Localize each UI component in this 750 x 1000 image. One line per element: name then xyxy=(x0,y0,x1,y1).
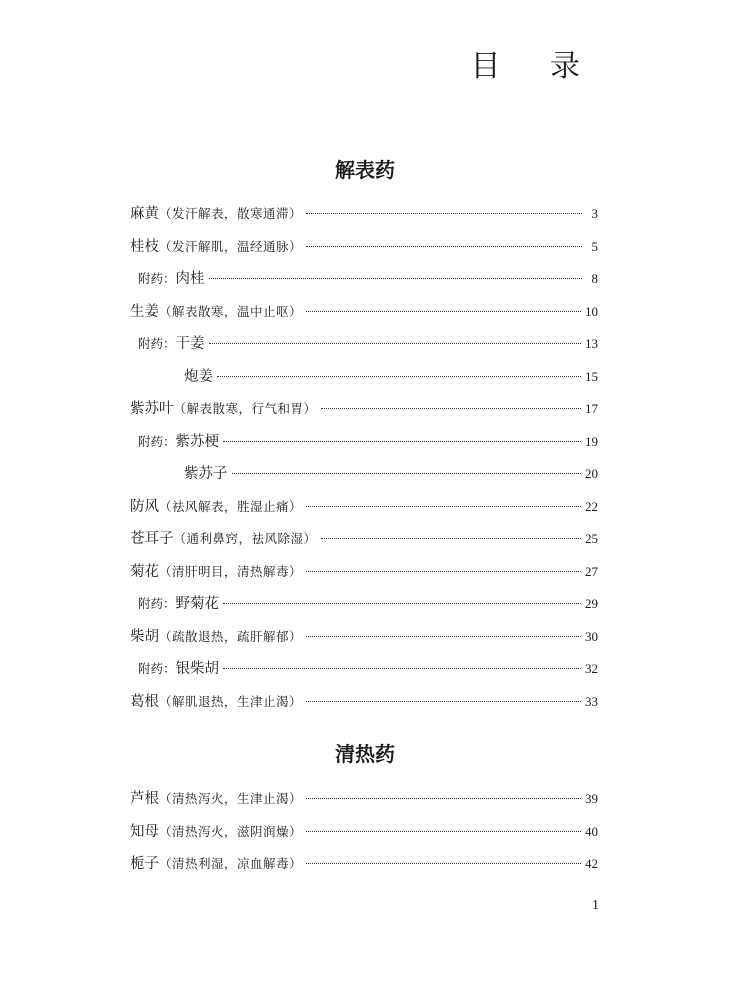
entry-herb: 干姜 xyxy=(175,336,205,352)
toc-entry-appendix[interactable] xyxy=(130,361,598,394)
page-title: 目 录 xyxy=(470,49,600,84)
entry-herb: 葛根 xyxy=(130,693,159,710)
toc-entry[interactable] xyxy=(130,296,598,329)
toc-entry-appendix[interactable] xyxy=(130,328,598,361)
dot-leader xyxy=(306,506,581,507)
dot-leader xyxy=(306,213,582,214)
entry-herb: 桂枝 xyxy=(130,238,159,255)
entry-page: 15 xyxy=(585,368,598,384)
entry-herb: 紫苏子 xyxy=(184,466,228,482)
toc-entry[interactable] xyxy=(130,621,598,654)
toc-entry-appendix[interactable] xyxy=(130,458,598,491)
dot-leader xyxy=(306,798,581,799)
entry-page: 42 xyxy=(585,856,598,871)
dot-leader xyxy=(306,246,582,247)
dot-leader xyxy=(223,441,581,442)
section-heading-jiebiao: 解表药 xyxy=(335,158,395,182)
dot-leader xyxy=(217,376,581,377)
entry-page: 22 xyxy=(585,498,598,514)
entry-prefix: 附药： xyxy=(138,596,176,611)
entry-effect: （发汗解肌，温经通脉） xyxy=(159,238,303,254)
entry-herb: 栀子 xyxy=(130,856,159,872)
entry-prefix: 附药： xyxy=(138,433,176,449)
entry-page: 3 xyxy=(591,206,598,221)
dot-leader xyxy=(232,473,582,474)
toc-entry-appendix[interactable] xyxy=(130,653,598,686)
entry-page: 27 xyxy=(585,563,598,579)
dot-leader xyxy=(306,636,581,637)
entry-prefix: 附药： xyxy=(138,336,176,351)
entry-herb: 知母 xyxy=(130,823,159,840)
toc-list-jiebiao xyxy=(130,198,598,718)
toc-entry[interactable] xyxy=(130,848,598,881)
entry-herb: 芦根 xyxy=(130,791,159,807)
entry-herb: 紫苏梗 xyxy=(175,433,220,450)
dot-leader xyxy=(223,668,581,669)
entry-herb: 银柴胡 xyxy=(175,661,220,677)
entry-page: 8 xyxy=(591,271,598,286)
entry-page: 20 xyxy=(585,466,598,481)
entry-prefix: 附药： xyxy=(138,271,176,286)
entry-effect: （发汗解表，散寒通滞） xyxy=(159,206,303,221)
toc-entry-appendix[interactable] xyxy=(130,426,598,459)
toc-entry[interactable] xyxy=(130,686,598,719)
entry-page: 40 xyxy=(585,823,598,839)
toc-entry[interactable] xyxy=(130,523,598,556)
dot-leader xyxy=(223,603,581,604)
entry-effect: （清肝明目，清热解毒） xyxy=(159,563,303,579)
entry-page: 29 xyxy=(585,596,598,611)
entry-effect: （通利鼻窍，祛风除湿） xyxy=(173,531,317,546)
dot-leader xyxy=(209,343,581,344)
dot-leader xyxy=(306,831,581,832)
section-heading-qingre: 清热药 xyxy=(335,742,395,766)
toc-entry-appendix[interactable] xyxy=(130,263,598,296)
toc-entry[interactable] xyxy=(130,393,598,426)
entry-page: 39 xyxy=(585,791,598,806)
toc-list-qingre xyxy=(130,783,598,881)
entry-page: 30 xyxy=(585,628,598,644)
dot-leader xyxy=(306,701,581,702)
dot-leader xyxy=(321,408,581,409)
entry-prefix: 附药： xyxy=(138,661,176,676)
entry-effect: （清热泻火，生津止渴） xyxy=(159,791,303,806)
dot-leader xyxy=(209,278,582,279)
entry-effect: （解表散寒，行气和胃） xyxy=(173,401,317,416)
toc-entry[interactable] xyxy=(130,198,598,231)
entry-herb: 防风 xyxy=(130,498,159,515)
entry-page: 32 xyxy=(585,661,598,676)
toc-entry[interactable] xyxy=(130,783,598,816)
entry-effect: （清热利湿，凉血解毒） xyxy=(159,856,303,871)
entry-page: 10 xyxy=(585,303,598,319)
toc-entry[interactable] xyxy=(130,231,598,264)
entry-page: 17 xyxy=(585,401,598,416)
dot-leader xyxy=(321,538,581,539)
entry-page: 13 xyxy=(585,336,598,351)
entry-herb: 柴胡 xyxy=(130,628,159,645)
dot-leader xyxy=(306,863,581,864)
toc-entry-appendix[interactable] xyxy=(130,588,598,621)
toc-entry[interactable] xyxy=(130,556,598,589)
toc-entry[interactable] xyxy=(130,491,598,524)
entry-herb: 肉桂 xyxy=(175,271,205,287)
entry-effect: （解肌退热，生津止渴） xyxy=(159,693,303,709)
entry-page: 25 xyxy=(585,531,598,546)
entry-effect: （祛风解表，胜湿止痛） xyxy=(159,498,303,514)
entry-herb: 野菊花 xyxy=(175,596,220,612)
entry-herb: 麻黄 xyxy=(130,206,159,222)
entry-effect: （疏散退热，疏肝解郁） xyxy=(159,628,303,644)
entry-herb: 炮姜 xyxy=(184,368,213,385)
entry-page: 33 xyxy=(585,693,598,709)
entry-page: 5 xyxy=(591,238,598,254)
entry-herb: 生姜 xyxy=(130,303,159,320)
dot-leader xyxy=(306,311,581,312)
entry-herb: 紫苏叶 xyxy=(130,401,174,417)
entry-herb: 菊花 xyxy=(130,563,159,580)
entry-page: 19 xyxy=(585,433,598,449)
toc-entry[interactable] xyxy=(130,816,598,849)
dot-leader xyxy=(306,571,581,572)
entry-effect: （解表散寒，温中止呕） xyxy=(159,303,303,319)
entry-effect: （清热泻火，滋阴润燥） xyxy=(159,823,303,839)
page-number: 1 xyxy=(592,898,599,913)
entry-herb: 苍耳子 xyxy=(130,531,174,547)
